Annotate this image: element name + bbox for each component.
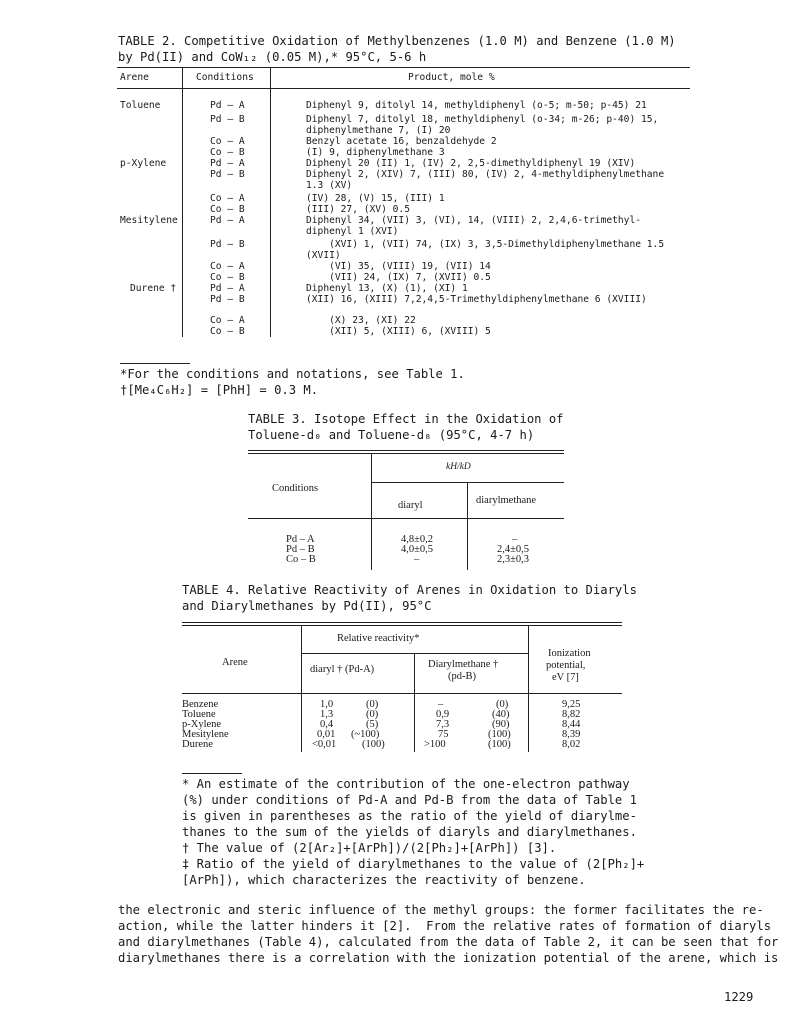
table2-top-rule <box>117 67 690 68</box>
table4-header-diarylmethane-1: Diarylmethane † <box>428 659 499 670</box>
table2-cond: Pd – A <box>210 158 245 169</box>
table2-arene-toluene: Toluene <box>120 100 161 111</box>
body-line-2: action, while the latter hinders it [2]. From the relative rates of formation of diaryls <box>118 919 772 933</box>
table4-header-ip-1: Ionization <box>548 648 591 659</box>
table3-row-diarylmethane: 2,4±0,5 <box>497 544 530 555</box>
table4-row-ip: 8,02 <box>562 739 581 750</box>
table4-top-rule <box>182 622 622 623</box>
table4-header-relative-reactivity: Relative reactivity* <box>337 633 420 644</box>
table3-row-diarylmethane: 2,3±0,3 <box>497 554 530 565</box>
table3-caption-line-1: TABLE 3. Isotope Effect in the Oxidation of <box>248 412 564 426</box>
table2-arene-durene: Durene † <box>130 283 177 294</box>
table2-product: Diphenyl 2, (XIV) 7, (III) 80, (IV) 2, 4-methyldiphenylmethane <box>306 169 665 180</box>
table4-row-diaryl-value: <0,01 <box>312 739 337 750</box>
table4-header-arene: Arene <box>222 657 248 668</box>
table3-row-diaryl: 4,8±0,2 <box>401 534 434 545</box>
table2-cond: Pd – A <box>210 100 245 111</box>
table3-row-cond: Pd – B <box>286 544 315 555</box>
table2-product: (XII) 16, (XIII) 7,2,4,5-Trimethyldiphenylmethane 6 (XVIII) <box>306 294 647 305</box>
table2-col-divider-2 <box>270 67 271 337</box>
table3-col-divider-1 <box>371 453 372 570</box>
table2-product: Diphenyl 20 (II) 1, (IV) 2, 2,5-dimethyldiphenyl 19 (XIV) <box>306 158 636 169</box>
table4-row-dm-pathway: (0) <box>496 699 509 710</box>
body-line-4: diarylmethanes there is a correlation with the ionization potential of the arene, which is <box>118 951 779 965</box>
table2-cond: Co – B <box>210 272 245 283</box>
table2-cond: Pd – B <box>210 169 245 180</box>
table2-header-arene: Arene <box>120 72 149 83</box>
table2-cond: Pd – B <box>210 239 245 250</box>
table4-row-dm-value: >100 <box>424 739 446 750</box>
table4-footnote-3: is given in parentheses as the ratio of the yield of diarylme- <box>182 809 637 823</box>
table3-top-rule <box>248 450 564 451</box>
table4-caption-line-1: TABLE 4. Relative Reactivity of Arenes in Oxidation to Diaryls <box>182 583 637 597</box>
table2-product: Diphenyl 13, (X) (1), (XI) 1 <box>306 283 468 294</box>
table4-footnote-4: thanes to the sum of the yields of diaryls and diarylmethanes. <box>182 825 637 839</box>
table4-row-diaryl-value: 0,4 <box>320 719 334 730</box>
table2-product: (I) 9, diphenylmethane 3 <box>306 147 445 158</box>
table2-product: Benzyl acetate 16, benzaldehyde 2 <box>306 136 497 147</box>
table2-caption-line-2: by Pd(II) and CoW₁₂ (0.05 M),* 95°C, 5-6 h <box>118 50 427 64</box>
table2-arene-p-xylene: p-Xylene <box>120 158 167 169</box>
table4-row-dm-pathway: (90) <box>492 719 510 730</box>
table2-product: (VI) 35, (VIII) 19, (VII) 14 <box>306 261 491 272</box>
table2-header-rule <box>117 88 690 89</box>
table4-row-ip: 8,82 <box>562 709 581 720</box>
table3-row-cond: Pd – A <box>286 534 315 545</box>
table3-caption-line-2: Toluene-d₀ and Toluene-d₈ (95°C, 4-7 h) <box>248 428 535 442</box>
table2-product: diphenyl 1 (XVI) <box>306 226 399 237</box>
table4-top-rule-2 <box>182 625 622 626</box>
table4-col-divider-2 <box>414 654 415 752</box>
table2-cond: Co – B <box>210 326 245 337</box>
table3-row-diarylmethane: – <box>512 534 518 545</box>
table4-row-diaryl-value: 1,3 <box>320 709 334 720</box>
table4-header-rule <box>182 693 622 694</box>
table4-footnote-7: [ArPh]), which characterizes the reactivity of benzene. <box>182 873 586 887</box>
table2-footnote-1: *For the conditions and notations, see Table 1. <box>120 367 465 381</box>
table2-product: (VII) 24, (IX) 7, (XVII) 0.5 <box>306 272 491 283</box>
table2-product: (III) 27, (XV) 0.5 <box>306 204 410 215</box>
page-number: 1229 <box>724 990 754 1004</box>
table4-footnote-6: ‡ Ratio of the yield of diarylmethanes to the value of (2[Ph₂]+ <box>182 857 645 871</box>
table3-header-rule <box>248 518 564 519</box>
table4-group-rule <box>301 653 528 654</box>
table2-cond: Co – B <box>210 147 245 158</box>
table4-row-dm-pathway: (100) <box>488 729 511 740</box>
table4-row-dm-value: 0,9 <box>436 709 450 720</box>
table4-row-ip: 8,39 <box>562 729 581 740</box>
table4-row-diaryl-value: 1,0 <box>320 699 334 710</box>
table3-row-diaryl: 4,0±0,5 <box>401 544 434 555</box>
table4-row-diaryl-pathway: (100) <box>362 739 385 750</box>
table2-arene-mesitylene: Mesitylene <box>120 215 178 226</box>
table4-caption-line-2: and Diarylmethanes by Pd(II), 95°C <box>182 599 432 613</box>
table2-product: 1.3 (XV) <box>306 180 353 191</box>
table2-cond: Pd – A <box>210 215 245 226</box>
table2-caption-line-1: TABLE 2. Competitive Oxidation of Methylbenzenes (1.0 M) and Benzene (1.0 M) <box>118 34 676 48</box>
table4-row-ip: 8,44 <box>562 719 581 730</box>
body-line-3: and diarylmethanes (Table 4), calculated from the data of Table 2, it can be seen that for <box>118 935 779 949</box>
table2-cond: Pd – B <box>210 114 245 125</box>
table4-row-dm-value: – <box>438 699 444 710</box>
table2-product: (XII) 5, (XIII) 6, (XVIII) 5 <box>306 326 491 337</box>
table4-header-diaryl: diaryl † (Pd-A) <box>310 664 375 675</box>
table4-row-arene: Mesitylene <box>182 729 229 740</box>
table4-row-dm-pathway: (40) <box>492 709 510 720</box>
table3-col-divider-2 <box>467 483 468 570</box>
table4-col-divider-3 <box>528 625 529 752</box>
table4-row-dm-value: 7,3 <box>436 719 450 730</box>
table2-cond: Pd – B <box>210 294 245 305</box>
table4-row-diaryl-pathway: (0) <box>366 709 379 720</box>
table4-footnote-5: † The value of (2[Ar₂]+[ArPh])/(2[Ph₂]+[ArPh]) [3]. <box>182 841 557 855</box>
table2-header-product: Product, mole % <box>408 72 495 83</box>
table4-header-diarylmethane-2: (pd-B) <box>448 671 476 682</box>
table3-group-rule <box>371 482 564 483</box>
table3-top-rule-2 <box>248 453 564 454</box>
table2-product: Diphenyl 34, (VII) 3, (VI), 14, (VIII) 2, 2,4,6-trimethyl- <box>306 215 642 226</box>
table3-header-diaryl: diaryl <box>398 500 423 511</box>
table3-header-conditions: Conditions <box>272 483 319 494</box>
table4-row-diaryl-pathway: (~100) <box>351 729 380 740</box>
table2-product: Diphenyl 9, ditolyl 14, methyldiphenyl (o-5; m-50; p-45) 21 <box>306 100 647 111</box>
table2-header-conditions: Conditions <box>196 72 254 83</box>
table2-product: (X) 23, (XI) 22 <box>306 315 416 326</box>
table2-cond: Co – B <box>210 204 245 215</box>
table4-row-arene: Benzene <box>182 699 219 710</box>
table3-header-kh-kd: kH/kD <box>446 462 471 472</box>
table4-footnote-2: (%) under conditions of Pd-A and Pd-B from the data of Table 1 <box>182 793 637 807</box>
table4-header-ip-2: potential, <box>546 660 586 671</box>
table3-row-diaryl: – <box>414 554 420 565</box>
table4-row-dm-pathway: (100) <box>488 739 511 750</box>
table4-row-diaryl-pathway: (0) <box>366 699 379 710</box>
table4-row-diaryl-value: 0,01 <box>317 729 336 740</box>
table2-col-divider-1 <box>182 67 183 337</box>
table4-col-divider-1 <box>301 625 302 752</box>
table2-footnote-rule <box>120 363 190 364</box>
table4-row-arene: Toluene <box>182 709 216 720</box>
table2-cond: Co – A <box>210 136 245 147</box>
table4-footnote-rule <box>182 773 242 774</box>
table4-row-dm-value: 75 <box>438 729 449 740</box>
table2-product: diphenylmethane 7, (I) 20 <box>306 125 451 136</box>
table2-product: (IV) 28, (V) 15, (III) 1 <box>306 193 445 204</box>
table2-cond: Co – A <box>210 193 245 204</box>
table2-cond: Co – A <box>210 261 245 272</box>
table4-row-arene: p-Xylene <box>182 719 222 730</box>
table4-row-diaryl-pathway: (5) <box>366 719 379 730</box>
table3-header-diarylmethane: diarylmethane <box>476 495 537 506</box>
table4-row-ip: 9,25 <box>562 699 581 710</box>
table4-row-arene: Durene <box>182 739 213 750</box>
body-line-1: the electronic and steric influence of the methyl groups: the former facilitates the re- <box>118 903 764 917</box>
table2-product: (XVII) <box>306 250 341 261</box>
table3-row-cond: Co – B <box>286 554 316 565</box>
table2-cond: Co – A <box>210 315 245 326</box>
table2-product: (XVI) 1, (VII) 74, (IX) 3, 3,5-Dimethyldiphenylmethane 1.5 <box>306 239 665 250</box>
table4-footnote-1: * An estimate of the contribution of the one-electron pathway <box>182 777 630 791</box>
table4-header-ip-3: eV [7] <box>552 672 579 683</box>
table2-product: Diphenyl 7, ditolyl 18, methyldiphenyl (o-34; m-26; p-40) 15, <box>306 114 659 125</box>
table2-footnote-2: †[Me₄C₆H₂] = [PhH] = 0.3 M. <box>120 383 319 397</box>
table2-cond: Pd – A <box>210 283 245 294</box>
